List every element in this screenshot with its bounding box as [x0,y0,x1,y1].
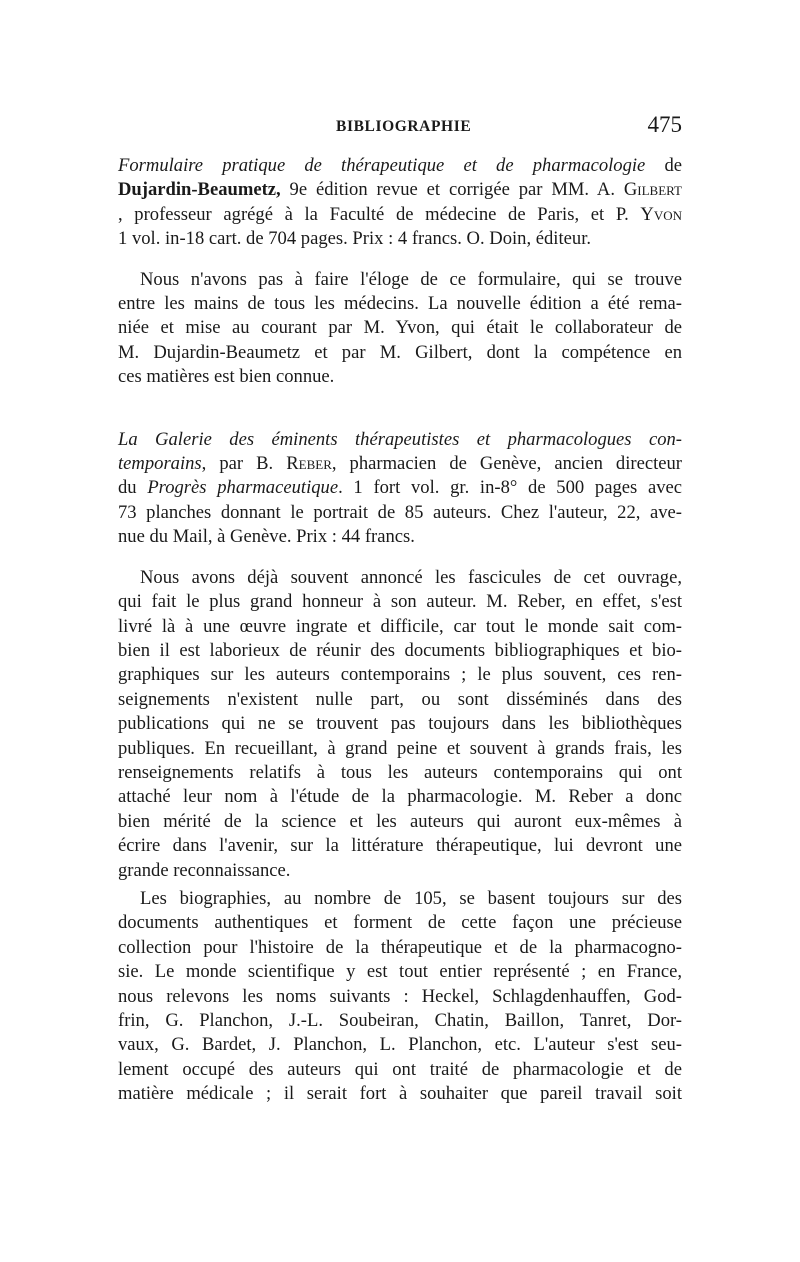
text-line: grande reconnaissance. [118,859,291,881]
text-line: entre les mains de tous les médecins. La nouvelle édition a été rema- [118,293,682,315]
text-line: attaché leur nom à l'étude de la pharmacologie. M. Reber a donc [118,786,682,808]
text-line: ces matières est bien connue. [118,366,335,388]
text-line: qui fait le plus grand honneur à son auteur. M. Reber, en effet, s'est [118,591,682,613]
citation-line [118,154,682,178]
reviser-name: Gilbert [623,179,682,201]
text-line: bien mérité de la science et les auteurs qui auront eux-mêmes à [118,810,682,832]
text-line: collection pour l'histoire de la thérapeutique et de la pharmacogno- [118,936,682,958]
review-2-paragraph-2 [118,887,682,1107]
text-line: graphiques sur les auteurs contemporains ; le plus souvent, ces ren- [118,664,682,686]
citation-line: nue du Mail, à Genève. Prix : 44 francs. [118,526,415,548]
text-line: Nous n'avons pas à faire l'éloge de ce formulaire, qui se trouve [140,268,682,290]
book-title: La Galerie des éminents thérapeutistes et pharmacologues con- [118,428,682,450]
book-title: Formulaire pratique de thérapeutique et de pharmacologie [118,155,646,176]
review-2-paragraph-1 [118,566,682,883]
text-line: seignements n'existent nulle part, ou sont disséminés dans des [118,688,682,710]
text-line: M. Dujardin-Beaumetz et par M. Gilbert, dont la compétence en [118,341,682,363]
text-line: Les biographies, au nombre de 105, se basent toujours sur des [140,887,682,909]
author-name: Reber [286,453,332,475]
citation-text: , pharmacien de Genève, ancien directeur [331,453,682,475]
journal-name: Progrès pharmaceutique [147,477,339,499]
text-line: frin, G. Planchon, J.-L. Soubeiran, Chatin, Baillon, Tanret, Dor- [118,1010,682,1031]
citation-text: , par B. [201,453,287,475]
citation-line [118,452,682,476]
citation-line: 73 planches donnant le portrait de 85 auteurs. Chez l'auteur, 22, ave- [118,501,682,523]
citation-line: 1 vol. in-18 cart. de 704 pages. Prix : 4 francs. O. Doin, éditeur. [118,228,592,250]
text-line: publications qui ne se trouvent pas toujours dans les bibliothèques [118,713,682,735]
running-title: BIBLIOGRAPHIE [336,118,472,135]
citation-line [118,178,682,202]
citation-text: 9e édition revue et corrigée par MM. A. [280,179,624,201]
review-1-body [118,268,682,390]
text-line: livré là à une œuvre ingrate et difficile, car tout le monde sait com- [118,615,682,637]
text-line: renseignements relatifs à tous les auteurs contemporains qui ont [118,761,682,783]
citation-text: , professeur agrégé à la Faculté de médecine de Paris, et P. [118,203,641,225]
review-2-citation [118,428,682,550]
page-number: 475 [647,112,682,137]
citation-line [118,203,682,227]
citation-text: du [118,477,148,499]
text-line: Nous avons déjà souvent annoncé les fascicules de cet ouvrage, [140,566,682,588]
text-line: vaux, G. Bardet, J. Planchon, L. Planchon, etc. L'auteur s'est seu- [118,1034,682,1056]
text-line: écrire dans l'avenir, sur la littérature thérapeutique, lui devront une [118,835,682,857]
text-line: documents authentiques et forment de cette façon une précieuse [118,912,682,934]
text-line: niée et mise au courant par M. Yvon, qui était le collaborateur de [118,317,682,339]
text-line: nous relevons les noms suivants : Heckel, Schlagdenhauffen, God- [118,985,682,1007]
text-line: matière médicale ; il serait fort à souhaiter que pareil travail soit [118,1083,682,1105]
author-name: Dujardin-Beaumetz, [118,179,281,201]
citation-line [118,428,682,452]
text-line: lement occupé des auteurs qui ont traité de pharmacologie et de [118,1058,682,1080]
book-title-cont: temporains [118,453,202,475]
book-page [118,112,682,1107]
text-line: publiques. En recueillant, à grand peine et souvent à grands frais, les [118,737,682,759]
citation-text: de [645,155,683,176]
review-1-citation [118,154,682,252]
page-header [118,112,682,144]
text-line: sie. Le monde scientifique y est tout entier représenté ; en France, [118,961,682,983]
citation-line [118,476,682,500]
citation-text: . 1 fort vol. gr. in-8° de 500 pages avec [338,477,682,499]
text-line: bien il est laborieux de réunir des documents bibliographiques et bio- [118,639,682,661]
reviser-name: Yvon [640,203,682,225]
